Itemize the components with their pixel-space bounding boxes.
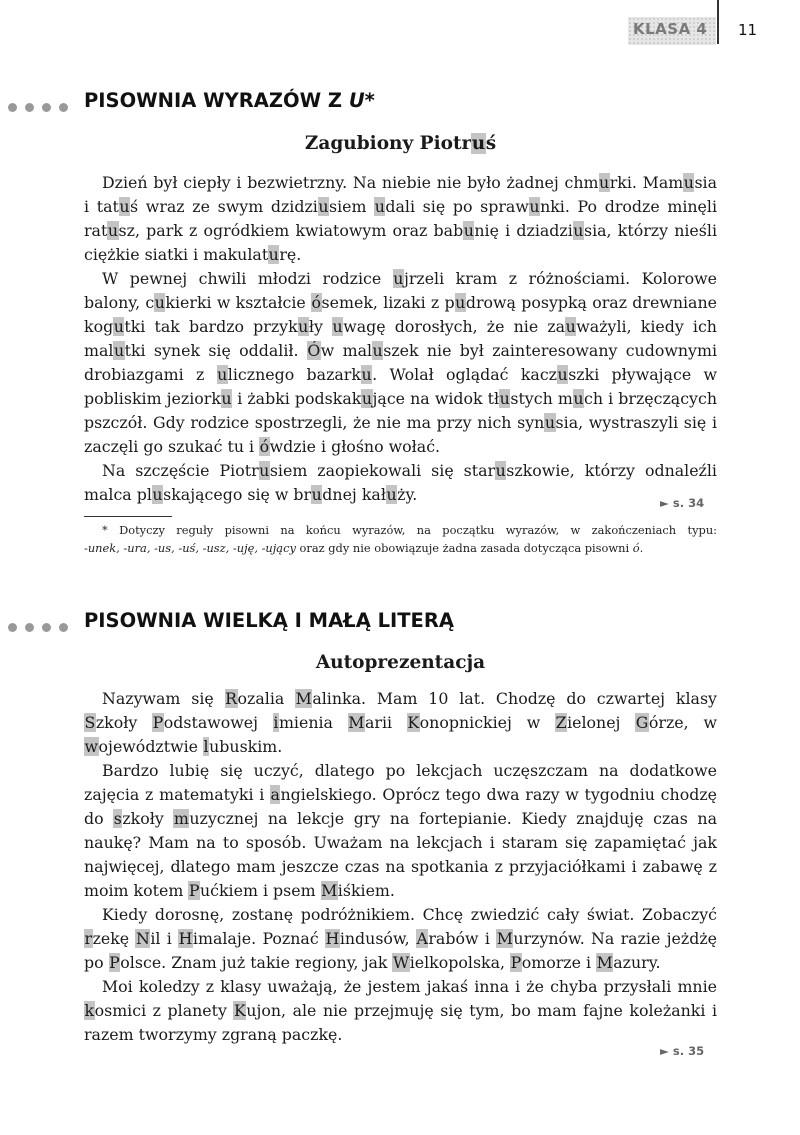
section-bullets-2: [8, 617, 76, 636]
highlighted-letter: u: [361, 365, 372, 384]
text-run: Nazywam się: [102, 689, 225, 708]
text-run: szkowie, którzy odnaleźli malca pl: [84, 461, 717, 504]
highlighted-letter: u: [573, 221, 584, 240]
highlighted-letter: s: [113, 809, 122, 828]
text-run: tki synek się oddalił.: [124, 341, 307, 360]
text-run: zekę: [92, 929, 136, 948]
text-run: ś wraz ze swym dzidzi: [130, 197, 318, 216]
highlighted-letter: M: [348, 713, 365, 732]
highlighted-letter: u: [113, 317, 124, 336]
class-label: KLASA 4: [633, 20, 708, 38]
text-run: szki pływające w pobliskim jeziork: [84, 365, 718, 408]
text-run: alinka. Mam 10 lat. Chodzę do czwartej klasy: [312, 689, 717, 708]
highlighted-letter: G: [635, 713, 649, 732]
text-run: dnej kał: [322, 485, 386, 504]
text-run: tki tak bardzo przyk: [124, 317, 298, 336]
text-run: uzycznej na lekcje gry na fortepianie. Kiedy znajduję czas na naukę? Mam na to sposób. Uważam na lekcjach i staram się zapamiętać jak najwięcej, dlatego mam jeszcze czas na spotkania z przyjaciółkami i zabawę z moim kotem: [84, 809, 717, 900]
text-run: ży.: [397, 485, 418, 504]
highlighted-letter: u: [386, 485, 397, 504]
text-run: jrzeli kram z różnościami. Kolorowe balony, c: [84, 269, 717, 312]
highlighted-letter: u: [393, 269, 404, 288]
text-run: wdzie i głośno wołać.: [269, 437, 441, 456]
highlighted-letter: u: [374, 197, 385, 216]
highlighted-letter: u: [221, 389, 232, 408]
text-run: urzynów. Na razie jeżdżę po: [84, 929, 717, 972]
highlighted-letter: ó: [311, 293, 322, 312]
story-text-1: [84, 171, 717, 507]
footnote: * Dotyczy reguły pisowni na końcu wyrazów, na początku wyrazów, w zakończeniach typu: -unek, -ura, -us, -uś, -usz, -uję, -ujący oraz gdy nie obowiązuje żadna zasada dotycząca pisowni ó.: [84, 523, 717, 555]
highlighted-letter: u: [372, 341, 383, 360]
highlighted-letter: M: [596, 953, 613, 972]
text-run: osmici z planety: [94, 1001, 234, 1020]
paragraph: [84, 903, 717, 975]
text-run: w mal: [320, 341, 373, 360]
text-run: kierki w kształcie: [165, 293, 312, 312]
text-run: ozalia: [237, 689, 296, 708]
highlighted-letter: M: [496, 929, 513, 948]
section-title-1: PISOWNIA WYRAZÓW Z U*: [84, 89, 375, 112]
text-run: Na szczęście Piotr: [102, 461, 259, 480]
highlighted-letter: u: [455, 293, 466, 312]
text-run: drową posypką oraz drewniane kog: [84, 293, 718, 336]
text-run: odstawowej: [163, 713, 273, 732]
highlighted-letter: u: [217, 365, 228, 384]
text-run: nki. Po drodze minęli rat: [84, 197, 718, 240]
text-run: stych m: [510, 389, 573, 408]
highlighted-letter: H: [325, 929, 340, 948]
text-run: Dzień był ciepły i bezwietrzny. Na niebie nie było żadnej chm: [102, 173, 599, 192]
highlighted-letter: u: [318, 197, 329, 216]
paragraph: [84, 975, 717, 1047]
highlighted-letter: P: [152, 713, 164, 732]
highlighted-letter: u: [463, 221, 474, 240]
highlighted-letter: u: [268, 245, 279, 264]
text-run: azury.: [613, 953, 661, 972]
paragraph: [84, 171, 717, 267]
highlighted-letter: u: [495, 461, 506, 480]
text-run: licznego bazark: [227, 365, 361, 384]
highlighted-letter: P: [510, 953, 522, 972]
highlighted-letter: u: [529, 197, 540, 216]
text-run: Moi koledzy z klasy uważają, że jestem jakaś inna i że chyba przysłali mnie: [102, 977, 717, 996]
text-run: sia, wystraszyli się i zaczęli go szukać tu i: [84, 413, 717, 456]
text-run: jące na widok tł: [372, 389, 500, 408]
text-run: ngielskiego. Oprócz tego dwa razy w tygodniu chodzę do: [84, 785, 717, 828]
text-run: skającego się w br: [163, 485, 312, 504]
paragraph: [84, 459, 717, 507]
text-run: . Wolał oglądać kacz: [372, 365, 557, 384]
highlighted-letter: S: [84, 713, 96, 732]
highlighted-letter: k: [84, 1001, 95, 1020]
highlighted-letter: K: [233, 1001, 246, 1020]
highlighted-letter: m: [173, 809, 189, 828]
text-run: ch i brzęczących pszczół. Gdy rodzice spostrzegli, że nie ma przy nich syn: [84, 389, 717, 432]
paragraph: [84, 687, 717, 759]
highlighted-letter: u: [311, 485, 322, 504]
highlighted-letter: u: [113, 341, 125, 360]
text-run: órze, w: [648, 713, 717, 732]
text-run: wagę dorosłych, że nie za: [343, 317, 566, 336]
highlighted-letter: M: [295, 689, 312, 708]
text-run: ujon, ale nie przejmuję się tym, bo mam fajne koleżanki i razem tworzymy zgraną paczkę.: [84, 1001, 718, 1044]
text-run: i żabki podskak: [232, 389, 362, 408]
header-divider: [717, 0, 719, 44]
text-run: olsce. Znam już takie regiony, jak: [120, 953, 393, 972]
text-run: dali się po spraw: [385, 197, 529, 216]
page-reference-1: ► s. 34: [660, 496, 705, 510]
text-run: sia, którzy nieśli ciężkie siatki i makulat: [84, 221, 717, 264]
text-run: szek nie był zainteresowany cudownymi drobiazgami z: [84, 341, 717, 384]
text-run: indusów,: [339, 929, 416, 948]
highlighted-letter: l: [203, 737, 209, 756]
text-run: Kiedy dorosnę, zostanę podróżnikiem. Chcę zwiedzić cały świat. Zobaczyć: [102, 905, 717, 924]
highlighted-letter: i: [273, 713, 279, 732]
highlighted-letter: w: [84, 737, 99, 756]
highlighted-letter: a: [270, 785, 280, 804]
text-run: ielkopolska,: [409, 953, 511, 972]
text-run: siem zaopiekowali się star: [269, 461, 496, 480]
highlighted-letter: M: [321, 881, 338, 900]
highlighted-letter: P: [109, 953, 120, 972]
highlighted-letter: u: [599, 173, 610, 192]
highlighted-letter: R: [225, 689, 238, 708]
text-run: Bardzo lubię się uczyć, dlatego po lekcjach uczęszczam na dodatkowe zajęcia z matematyki i: [84, 761, 717, 804]
text-run: onopnickiej w: [419, 713, 556, 732]
text-run: siem: [329, 197, 375, 216]
text-run: ojewództwie: [98, 737, 204, 756]
story-title-1: Zagubiony Piotruś: [304, 133, 497, 154]
story-title-2: Autoprezentacja: [315, 652, 486, 673]
section-title-2: PISOWNIA WIELKĄ I MAŁĄ LITERĄ: [84, 609, 454, 632]
footnote-divider: [84, 516, 172, 517]
text-run: zkoły: [95, 713, 153, 732]
text-run: ućkiem i psem: [199, 881, 321, 900]
text-run: ły: [308, 317, 333, 336]
text-run: ielonej: [567, 713, 636, 732]
highlighted-letter: N: [135, 929, 150, 948]
highlighted-letter: u: [683, 173, 694, 192]
text-run: zkoły: [122, 809, 174, 828]
highlighted-letter: u: [152, 485, 163, 504]
text-run: rki. Mam: [609, 173, 684, 192]
paragraph: [84, 267, 717, 459]
highlighted-letter: u: [361, 389, 373, 408]
text-run: rabów i: [428, 929, 497, 948]
story-text-2: [84, 687, 717, 1047]
highlighted-letter: u: [332, 317, 343, 336]
text-run: imalaje. Poznać: [192, 929, 326, 948]
section-bullets-1: [8, 97, 76, 116]
text-run: ubuskim.: [209, 737, 283, 756]
text-run: ważyli, kiedy ich mal: [84, 317, 717, 360]
highlighted-letter: u: [259, 461, 270, 480]
page-reference-2: ► s. 35: [660, 1044, 705, 1058]
text-run: W pewnej chwili młodzi rodzice: [102, 269, 393, 288]
highlighted-letter: u: [544, 413, 556, 432]
highlighted-letter: A: [416, 929, 428, 948]
highlighted-letter: r: [84, 929, 93, 948]
paragraph: [84, 759, 717, 903]
text-run: arii: [364, 713, 407, 732]
highlighted-letter: Ó: [307, 341, 321, 360]
highlighted-letter: u: [119, 197, 130, 216]
text-run: rę.: [279, 245, 302, 264]
highlighted-letter: ó: [259, 437, 270, 456]
highlighted-letter: K: [407, 713, 420, 732]
highlighted-letter: u: [557, 365, 568, 384]
text-run: sz, park z ogródkiem kwiatowym oraz bab: [118, 221, 464, 240]
text-run: nię i dziadzi: [474, 221, 573, 240]
page-number: 11: [738, 21, 758, 39]
highlighted-letter: u: [298, 317, 309, 336]
text-run: il i: [150, 929, 179, 948]
text-run: omorze i: [521, 953, 597, 972]
text-run: mienia: [278, 713, 348, 732]
text-run: iśkiem.: [337, 881, 395, 900]
highlighted-letter: W: [392, 953, 410, 972]
highlighted-letter: P: [188, 881, 200, 900]
highlighted-letter: Z: [555, 713, 567, 732]
highlighted-letter: u: [573, 389, 584, 408]
text-run: sia i tat: [84, 173, 718, 216]
highlighted-letter: u: [499, 389, 510, 408]
section-title-letter: U: [348, 89, 365, 112]
text-run: semek, lizaki z p: [321, 293, 455, 312]
highlighted-letter: u: [107, 221, 119, 240]
highlighted-letter: H: [178, 929, 193, 948]
highlighted-letter: u: [565, 317, 576, 336]
highlighted-letter: u: [154, 293, 165, 312]
